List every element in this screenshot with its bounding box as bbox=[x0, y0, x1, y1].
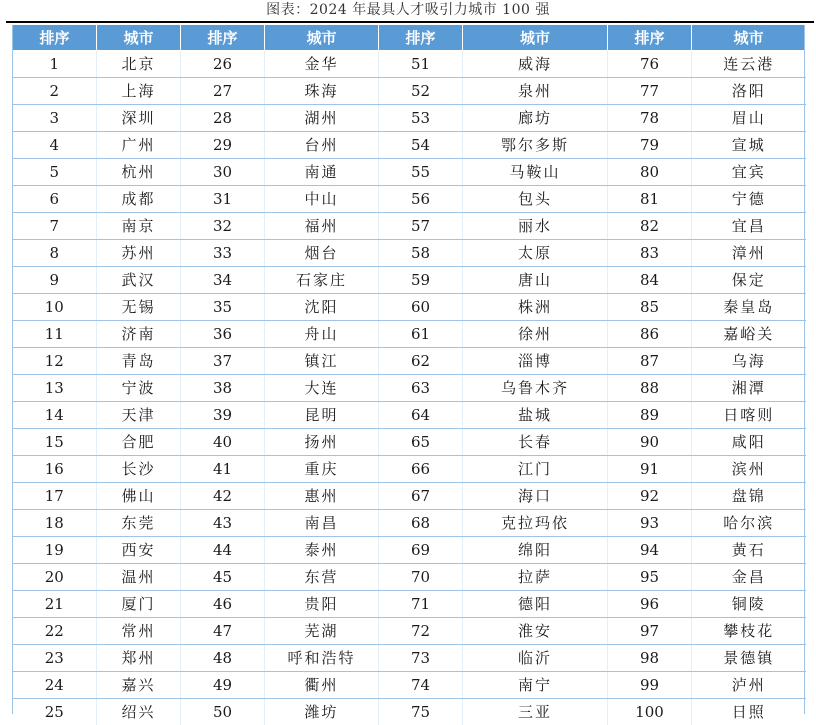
city-cell: 保定 bbox=[692, 267, 806, 294]
city-cell: 苏州 bbox=[97, 240, 181, 267]
city-cell: 攀枝花 bbox=[692, 618, 806, 645]
city-cell: 台州 bbox=[265, 132, 379, 159]
city-cell: 嘉兴 bbox=[97, 672, 181, 699]
rank-cell: 28 bbox=[181, 105, 265, 132]
caption-rule bbox=[6, 21, 814, 23]
header-rank: 排序 bbox=[13, 25, 97, 51]
header-rank: 排序 bbox=[608, 25, 692, 51]
rank-cell: 75 bbox=[379, 699, 463, 725]
table-row bbox=[13, 645, 806, 672]
rank-cell: 82 bbox=[608, 213, 692, 240]
table-row bbox=[13, 672, 806, 699]
city-cell: 乌海 bbox=[692, 348, 806, 375]
city-cell: 滨州 bbox=[692, 456, 806, 483]
city-cell: 杭州 bbox=[97, 159, 181, 186]
rank-cell: 51 bbox=[379, 51, 463, 78]
header-rank: 排序 bbox=[379, 25, 463, 51]
rank-cell: 93 bbox=[608, 510, 692, 537]
city-cell: 宁德 bbox=[692, 186, 806, 213]
rank-cell: 39 bbox=[181, 402, 265, 429]
city-cell: 潍坊 bbox=[265, 699, 379, 725]
city-cell: 绵阳 bbox=[463, 537, 608, 564]
city-cell: 黄石 bbox=[692, 537, 806, 564]
rank-cell: 99 bbox=[608, 672, 692, 699]
city-cell: 盘锦 bbox=[692, 483, 806, 510]
table-row bbox=[13, 564, 806, 591]
city-ranking-table bbox=[12, 25, 806, 725]
city-cell: 珠海 bbox=[265, 78, 379, 105]
city-cell: 扬州 bbox=[265, 429, 379, 456]
table-header bbox=[13, 25, 806, 51]
rank-cell: 44 bbox=[181, 537, 265, 564]
city-cell: 金昌 bbox=[692, 564, 806, 591]
rank-cell: 18 bbox=[13, 510, 97, 537]
rank-cell: 49 bbox=[181, 672, 265, 699]
rank-cell: 41 bbox=[181, 456, 265, 483]
city-cell: 淄博 bbox=[463, 348, 608, 375]
city-cell: 日照 bbox=[692, 699, 806, 725]
header-city: 城市 bbox=[463, 25, 608, 51]
rank-cell: 92 bbox=[608, 483, 692, 510]
rank-cell: 11 bbox=[13, 321, 97, 348]
header-rank: 排序 bbox=[181, 25, 265, 51]
rank-cell: 55 bbox=[379, 159, 463, 186]
rank-cell: 87 bbox=[608, 348, 692, 375]
city-cell: 乌鲁木齐 bbox=[463, 375, 608, 402]
rank-cell: 76 bbox=[608, 51, 692, 78]
city-cell: 郑州 bbox=[97, 645, 181, 672]
rank-cell: 2 bbox=[13, 78, 97, 105]
city-cell: 马鞍山 bbox=[463, 159, 608, 186]
city-cell: 厦门 bbox=[97, 591, 181, 618]
city-cell: 贵阳 bbox=[265, 591, 379, 618]
city-cell: 合肥 bbox=[97, 429, 181, 456]
city-cell: 包头 bbox=[463, 186, 608, 213]
rank-cell: 36 bbox=[181, 321, 265, 348]
rank-cell: 4 bbox=[13, 132, 97, 159]
city-cell: 宜昌 bbox=[692, 213, 806, 240]
city-cell: 徐州 bbox=[463, 321, 608, 348]
rank-cell: 67 bbox=[379, 483, 463, 510]
table-row bbox=[13, 375, 806, 402]
table-row bbox=[13, 321, 806, 348]
rank-cell: 47 bbox=[181, 618, 265, 645]
city-cell: 威海 bbox=[463, 51, 608, 78]
rank-cell: 77 bbox=[608, 78, 692, 105]
city-cell: 株洲 bbox=[463, 294, 608, 321]
city-cell: 烟台 bbox=[265, 240, 379, 267]
rank-cell: 60 bbox=[379, 294, 463, 321]
city-cell: 丽水 bbox=[463, 213, 608, 240]
rank-cell: 78 bbox=[608, 105, 692, 132]
rank-cell: 73 bbox=[379, 645, 463, 672]
table-row bbox=[13, 699, 806, 725]
city-cell: 上海 bbox=[97, 78, 181, 105]
rank-cell: 13 bbox=[13, 375, 97, 402]
city-cell: 金华 bbox=[265, 51, 379, 78]
city-cell: 铜陵 bbox=[692, 591, 806, 618]
city-cell: 洛阳 bbox=[692, 78, 806, 105]
rank-cell: 37 bbox=[181, 348, 265, 375]
city-cell: 惠州 bbox=[265, 483, 379, 510]
header-city: 城市 bbox=[265, 25, 379, 51]
rank-cell: 40 bbox=[181, 429, 265, 456]
city-cell: 廊坊 bbox=[463, 105, 608, 132]
city-cell: 漳州 bbox=[692, 240, 806, 267]
rank-cell: 100 bbox=[608, 699, 692, 725]
city-cell: 常州 bbox=[97, 618, 181, 645]
table-row bbox=[13, 240, 806, 267]
rank-cell: 80 bbox=[608, 159, 692, 186]
rank-cell: 27 bbox=[181, 78, 265, 105]
rank-cell: 63 bbox=[379, 375, 463, 402]
city-cell: 盐城 bbox=[463, 402, 608, 429]
rank-cell: 98 bbox=[608, 645, 692, 672]
city-cell: 成都 bbox=[97, 186, 181, 213]
table-row bbox=[13, 591, 806, 618]
rank-cell: 43 bbox=[181, 510, 265, 537]
city-cell: 咸阳 bbox=[692, 429, 806, 456]
rank-cell: 12 bbox=[13, 348, 97, 375]
rank-cell: 89 bbox=[608, 402, 692, 429]
rank-cell: 90 bbox=[608, 429, 692, 456]
rank-cell: 66 bbox=[379, 456, 463, 483]
table-row bbox=[13, 267, 806, 294]
city-cell: 宁波 bbox=[97, 375, 181, 402]
rank-cell: 62 bbox=[379, 348, 463, 375]
city-cell: 南昌 bbox=[265, 510, 379, 537]
city-cell: 北京 bbox=[97, 51, 181, 78]
city-cell: 青岛 bbox=[97, 348, 181, 375]
city-cell: 南通 bbox=[265, 159, 379, 186]
table-row bbox=[13, 456, 806, 483]
city-cell: 江门 bbox=[463, 456, 608, 483]
table-row bbox=[13, 78, 806, 105]
rank-cell: 83 bbox=[608, 240, 692, 267]
city-cell: 三亚 bbox=[463, 699, 608, 725]
city-cell: 石家庄 bbox=[265, 267, 379, 294]
rank-cell: 42 bbox=[181, 483, 265, 510]
table-row bbox=[13, 510, 806, 537]
table-row bbox=[13, 105, 806, 132]
city-cell: 大连 bbox=[265, 375, 379, 402]
rank-cell: 57 bbox=[379, 213, 463, 240]
rank-cell: 34 bbox=[181, 267, 265, 294]
city-cell: 泸州 bbox=[692, 672, 806, 699]
rank-cell: 29 bbox=[181, 132, 265, 159]
city-cell: 南京 bbox=[97, 213, 181, 240]
city-cell: 深圳 bbox=[97, 105, 181, 132]
city-cell: 宜宾 bbox=[692, 159, 806, 186]
table-row bbox=[13, 213, 806, 240]
rank-cell: 56 bbox=[379, 186, 463, 213]
table-row bbox=[13, 402, 806, 429]
city-cell: 佛山 bbox=[97, 483, 181, 510]
rank-cell: 59 bbox=[379, 267, 463, 294]
city-cell: 克拉玛依 bbox=[463, 510, 608, 537]
rank-cell: 33 bbox=[181, 240, 265, 267]
city-cell: 拉萨 bbox=[463, 564, 608, 591]
rank-cell: 45 bbox=[181, 564, 265, 591]
rank-cell: 81 bbox=[608, 186, 692, 213]
city-cell: 芜湖 bbox=[265, 618, 379, 645]
city-cell: 无锡 bbox=[97, 294, 181, 321]
rank-cell: 26 bbox=[181, 51, 265, 78]
rank-cell: 20 bbox=[13, 564, 97, 591]
rank-cell: 3 bbox=[13, 105, 97, 132]
city-cell: 泉州 bbox=[463, 78, 608, 105]
city-cell: 景德镇 bbox=[692, 645, 806, 672]
rank-cell: 97 bbox=[608, 618, 692, 645]
city-cell: 日喀则 bbox=[692, 402, 806, 429]
city-cell: 长沙 bbox=[97, 456, 181, 483]
rank-cell: 79 bbox=[608, 132, 692, 159]
city-cell: 海口 bbox=[463, 483, 608, 510]
city-cell: 长春 bbox=[463, 429, 608, 456]
city-cell: 德阳 bbox=[463, 591, 608, 618]
rank-cell: 61 bbox=[379, 321, 463, 348]
rank-cell: 64 bbox=[379, 402, 463, 429]
rank-cell: 91 bbox=[608, 456, 692, 483]
city-cell: 淮安 bbox=[463, 618, 608, 645]
rank-cell: 30 bbox=[181, 159, 265, 186]
city-cell: 衢州 bbox=[265, 672, 379, 699]
figure-caption: 图表：2024 年最具人才吸引力城市 100 强 bbox=[0, 2, 816, 18]
rank-cell: 58 bbox=[379, 240, 463, 267]
city-cell: 东营 bbox=[265, 564, 379, 591]
table-row bbox=[13, 186, 806, 213]
city-cell: 舟山 bbox=[265, 321, 379, 348]
city-cell: 镇江 bbox=[265, 348, 379, 375]
rank-cell: 19 bbox=[13, 537, 97, 564]
rank-cell: 84 bbox=[608, 267, 692, 294]
city-cell: 宣城 bbox=[692, 132, 806, 159]
city-cell: 呼和浩特 bbox=[265, 645, 379, 672]
city-cell: 广州 bbox=[97, 132, 181, 159]
rank-cell: 10 bbox=[13, 294, 97, 321]
city-cell: 西安 bbox=[97, 537, 181, 564]
rank-cell: 88 bbox=[608, 375, 692, 402]
table-row bbox=[13, 51, 806, 78]
city-cell: 沈阳 bbox=[265, 294, 379, 321]
rank-cell: 8 bbox=[13, 240, 97, 267]
city-cell: 南宁 bbox=[463, 672, 608, 699]
rank-cell: 17 bbox=[13, 483, 97, 510]
rank-cell: 1 bbox=[13, 51, 97, 78]
rank-cell: 52 bbox=[379, 78, 463, 105]
header-city: 城市 bbox=[97, 25, 181, 51]
rank-cell: 31 bbox=[181, 186, 265, 213]
city-cell: 济南 bbox=[97, 321, 181, 348]
rank-cell: 7 bbox=[13, 213, 97, 240]
rank-cell: 22 bbox=[13, 618, 97, 645]
rank-cell: 25 bbox=[13, 699, 97, 725]
city-cell: 嘉峪关 bbox=[692, 321, 806, 348]
city-cell: 临沂 bbox=[463, 645, 608, 672]
table-row bbox=[13, 429, 806, 456]
rank-cell: 50 bbox=[181, 699, 265, 725]
city-cell: 绍兴 bbox=[97, 699, 181, 725]
rank-cell: 65 bbox=[379, 429, 463, 456]
table-row bbox=[13, 483, 806, 510]
rank-cell: 23 bbox=[13, 645, 97, 672]
table-row bbox=[13, 348, 806, 375]
rank-cell: 14 bbox=[13, 402, 97, 429]
rank-cell: 71 bbox=[379, 591, 463, 618]
table-frame-right bbox=[804, 25, 805, 714]
table-body bbox=[13, 51, 806, 725]
rank-cell: 16 bbox=[13, 456, 97, 483]
city-cell: 太原 bbox=[463, 240, 608, 267]
city-cell: 武汉 bbox=[97, 267, 181, 294]
city-cell: 湖州 bbox=[265, 105, 379, 132]
rank-cell: 24 bbox=[13, 672, 97, 699]
city-cell: 重庆 bbox=[265, 456, 379, 483]
rank-cell: 54 bbox=[379, 132, 463, 159]
header-city: 城市 bbox=[692, 25, 806, 51]
rank-cell: 68 bbox=[379, 510, 463, 537]
city-cell: 福州 bbox=[265, 213, 379, 240]
rank-cell: 9 bbox=[13, 267, 97, 294]
rank-cell: 15 bbox=[13, 429, 97, 456]
rank-cell: 46 bbox=[181, 591, 265, 618]
city-cell: 泰州 bbox=[265, 537, 379, 564]
rank-cell: 69 bbox=[379, 537, 463, 564]
city-cell: 连云港 bbox=[692, 51, 806, 78]
city-cell: 唐山 bbox=[463, 267, 608, 294]
rank-cell: 38 bbox=[181, 375, 265, 402]
rank-cell: 72 bbox=[379, 618, 463, 645]
table-row bbox=[13, 294, 806, 321]
rank-cell: 21 bbox=[13, 591, 97, 618]
table-frame-left bbox=[12, 25, 13, 714]
city-cell: 中山 bbox=[265, 186, 379, 213]
table-row bbox=[13, 537, 806, 564]
rank-cell: 86 bbox=[608, 321, 692, 348]
city-cell: 哈尔滨 bbox=[692, 510, 806, 537]
rank-cell: 94 bbox=[608, 537, 692, 564]
rank-cell: 96 bbox=[608, 591, 692, 618]
rank-cell: 6 bbox=[13, 186, 97, 213]
city-cell: 眉山 bbox=[692, 105, 806, 132]
table-row bbox=[13, 159, 806, 186]
rank-cell: 70 bbox=[379, 564, 463, 591]
rank-cell: 74 bbox=[379, 672, 463, 699]
city-cell: 鄂尔多斯 bbox=[463, 132, 608, 159]
city-cell: 温州 bbox=[97, 564, 181, 591]
city-cell: 天津 bbox=[97, 402, 181, 429]
rank-cell: 48 bbox=[181, 645, 265, 672]
city-cell: 秦皇岛 bbox=[692, 294, 806, 321]
rank-cell: 95 bbox=[608, 564, 692, 591]
rank-cell: 85 bbox=[608, 294, 692, 321]
rank-cell: 53 bbox=[379, 105, 463, 132]
rank-cell: 5 bbox=[13, 159, 97, 186]
rank-cell: 32 bbox=[181, 213, 265, 240]
city-cell: 昆明 bbox=[265, 402, 379, 429]
city-cell: 东莞 bbox=[97, 510, 181, 537]
rank-cell: 35 bbox=[181, 294, 265, 321]
city-cell: 湘潭 bbox=[692, 375, 806, 402]
table-row bbox=[13, 618, 806, 645]
header-row bbox=[13, 25, 806, 51]
table-row bbox=[13, 132, 806, 159]
